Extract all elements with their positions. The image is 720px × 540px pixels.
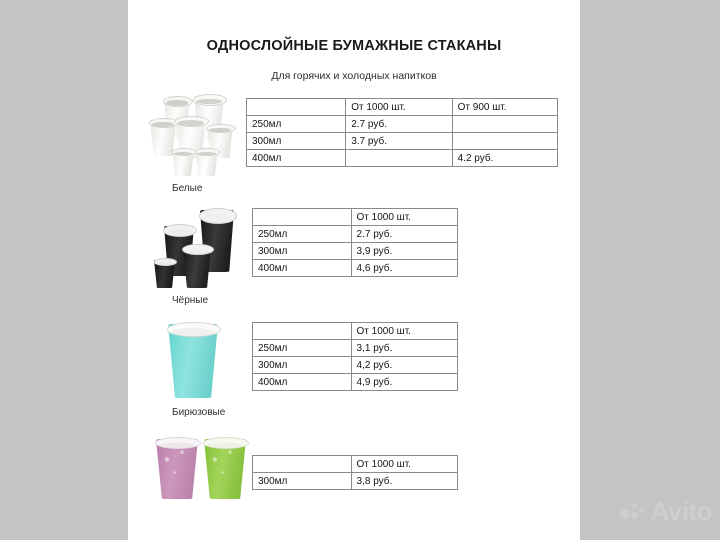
cell-size: 300мл [253, 473, 352, 490]
price-table-black [252, 208, 458, 277]
header-qty-1000: От 1000 шт. [351, 456, 457, 473]
cell-price-1000: 3,1 руб. [351, 340, 457, 357]
table-row [253, 260, 458, 277]
cell-size: 250мл [253, 226, 352, 243]
cell-size: 400мл [253, 374, 352, 391]
cell-price-1000: 3,9 руб. [351, 243, 457, 260]
pink-and-green-patterned-cups-photo [150, 437, 260, 503]
avito-watermark [620, 498, 712, 524]
table-row [247, 133, 558, 150]
table-row [253, 357, 458, 374]
cell-price-1000: 2.7 руб. [346, 116, 452, 133]
table-header-row [253, 323, 458, 340]
cell-price-900 [452, 133, 557, 150]
header-qty-1000: От 1000 шт. [346, 99, 452, 116]
cell-price-1000: 2.7 руб. [351, 226, 457, 243]
price-table-white [246, 98, 558, 167]
avito-wordmark: Avito [650, 496, 712, 526]
header-size [247, 99, 346, 116]
table-row [247, 150, 558, 167]
caption-white: Белые [172, 183, 203, 194]
table-header-row [253, 456, 458, 473]
cup-white-6 [172, 150, 194, 176]
table-row [253, 340, 458, 357]
caption-turquoise: Бирюзовые [172, 407, 226, 418]
table-row [253, 226, 458, 243]
cell-size: 400мл [253, 260, 352, 277]
cell-size: 250мл [253, 340, 352, 357]
cup-black-4 [154, 260, 175, 288]
cup-white-7 [195, 150, 218, 176]
header-qty-1000: От 1000 шт. [351, 323, 457, 340]
cup-green-1 [204, 439, 246, 499]
table-header-row [253, 209, 458, 226]
cell-size: 300мл [253, 357, 352, 374]
header-qty-900: От 900 шт. [452, 99, 557, 116]
avito-dots-icon [620, 500, 646, 522]
cell-price-900 [452, 116, 557, 133]
table-row [247, 116, 558, 133]
header-size [253, 209, 352, 226]
cell-price-1000: 4,6 руб. [351, 260, 457, 277]
cell-price-1000: 4,2 руб. [351, 357, 457, 374]
white-paper-cups-photo [150, 96, 260, 176]
table-row [253, 473, 458, 490]
page-subtitle: Для горячих и холодных напитков [271, 70, 437, 82]
price-table-patterned [252, 455, 458, 490]
turquoise-paper-cup-photo [150, 322, 260, 400]
table-row [253, 243, 458, 260]
cell-price-900: 4.2 руб. [452, 150, 557, 167]
table-row [253, 374, 458, 391]
table-header-row [247, 99, 558, 116]
cell-size: 400мл [247, 150, 346, 167]
cell-price-1000: 3,8 руб. [351, 473, 457, 490]
cell-price-1000: 3.7 руб. [346, 133, 452, 150]
caption-black: Чёрные [172, 295, 209, 306]
cell-size: 300мл [247, 133, 346, 150]
cell-size: 250мл [247, 116, 346, 133]
header-size [253, 323, 352, 340]
cell-price-1000 [346, 150, 452, 167]
document-page [128, 0, 580, 540]
header-size [253, 456, 352, 473]
cup-turquoise-1 [168, 324, 218, 398]
page-title: ОДНОСЛОЙНЫЕ БУМАЖНЫЕ СТАКАНЫ [206, 38, 502, 54]
price-table-turquoise [252, 322, 458, 391]
cell-size: 300мл [253, 243, 352, 260]
cup-black-3 [183, 246, 211, 288]
black-paper-cups-photo [150, 208, 260, 288]
cell-price-1000: 4,9 руб. [351, 374, 457, 391]
header-qty-1000: От 1000 шт. [351, 209, 457, 226]
cup-pink-1 [156, 439, 198, 499]
